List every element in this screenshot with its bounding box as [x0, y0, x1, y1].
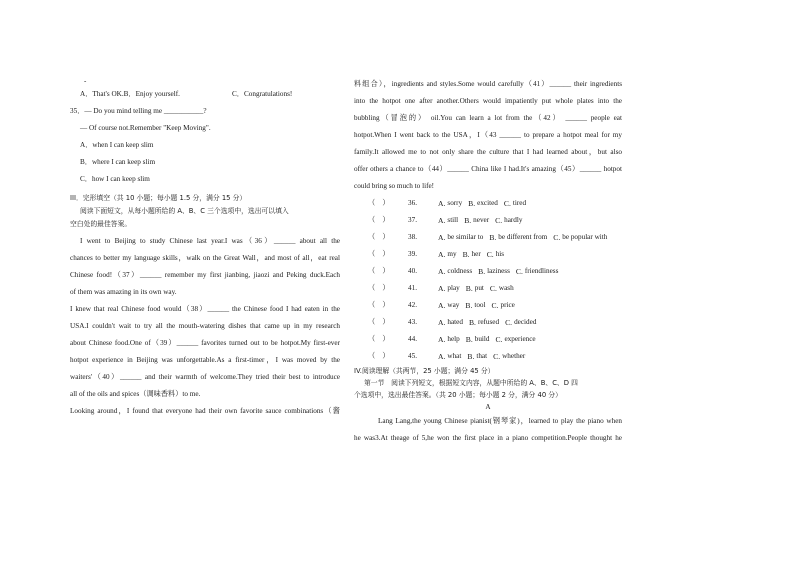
option-letter-a: A. [438, 284, 446, 293]
passage-line: about Chinese food.One of（39）______ favorites turned out to be hotpot.My first-ever [70, 339, 340, 347]
q35-stem: 35．— Do you mind telling me ___________? [70, 107, 207, 115]
option-c: experience [504, 335, 536, 343]
option-a: be similar to [447, 233, 484, 241]
option-a: way [447, 301, 460, 309]
passage-line: into the hotpot one after another.Others would impatiently put whole plates into the [354, 97, 622, 105]
option-c: price [500, 301, 515, 309]
option-letter-b: B. [467, 352, 475, 361]
option-letter-c: C. [495, 216, 503, 225]
option-c: be popular with [562, 233, 608, 241]
passage-line: could bring so much to life! [354, 182, 435, 190]
passage-line: all of the oils and spices（调味香料）to me. [70, 390, 201, 398]
question-row [354, 331, 622, 348]
option-c: friendliness [524, 267, 559, 275]
option-b: be different from [498, 233, 548, 241]
cloze-passage-right [354, 76, 622, 195]
option-letter-a: A. [438, 352, 446, 361]
answer-blank: （ ） [368, 216, 390, 224]
question-number: 45. [408, 352, 417, 360]
option-c: hardly [504, 216, 523, 224]
section3-instruction-1: 阅读下面短文，从每小题所给的 A、B、C 三个选项中，选出可以填入 [80, 207, 289, 215]
section3-instruction-2: 空白处的最佳答案。 [70, 220, 132, 228]
option-letter-b: B. [468, 199, 476, 208]
section4-title: IV.阅读理解（共两节，25 小题；满分 45 分） [354, 367, 495, 375]
option-letter-c: C. [489, 284, 497, 293]
section3-title: III．完形填空（共 10 小题；每小题 1.5 分，满分 15 分） [70, 194, 247, 202]
section4-instruction-2: 个选项中，选出最佳答案。（共 20 小题；每小题 2 分，满分 40 分） [354, 391, 562, 399]
passage-line: USA.I couldn't wait to try all the mouth-watering dishes that came up in my research [70, 322, 340, 330]
option-letter-b: B. [462, 250, 470, 259]
passage-line: offer others a chance to（44）______ China like I had.It's amazing（45）______ hotpot [354, 165, 622, 173]
option-a: still [447, 216, 459, 224]
top-mark: - [84, 77, 87, 85]
answer-blank: （ ） [368, 301, 390, 309]
q34-option-c: C．Congratulations! [232, 90, 293, 98]
option-b: that [476, 352, 488, 360]
passage-line: I went to Beijing to study Chinese last year.I was（36）______ about all the [80, 237, 340, 245]
answer-blank: （ ） [368, 335, 390, 343]
question-row [354, 280, 622, 297]
option-letter-b: B. [464, 216, 472, 225]
q34-options [70, 86, 340, 103]
option-letter-a: A. [438, 216, 446, 225]
answer-blank: （ ） [368, 233, 390, 241]
option-c: his [495, 250, 505, 258]
question-row [354, 314, 622, 331]
option-c: decided [514, 318, 537, 326]
passage-a-label: A [485, 403, 491, 411]
answer-blank: （ ） [368, 199, 390, 207]
section4-instruction-1: 第一节 阅读下列短文，根据短文内容，从题中所给的 A、B、C、D 四 [364, 379, 578, 387]
option-a: what [447, 352, 462, 360]
option-letter-b: B. [468, 318, 476, 327]
q34-options-ab: A．That's OK.B．Enjoy yourself. [80, 90, 180, 98]
option-b: build [474, 335, 490, 343]
question-row [354, 212, 622, 229]
option-letter-a: A. [438, 335, 446, 344]
passage-line: chances to better my language skills，walk on the Great Wall，and most of all，eat real [70, 254, 340, 262]
q35-option-b: B．where I can keep slim [80, 158, 156, 166]
option-b: excited [477, 199, 498, 207]
option-letter-a: A. [438, 267, 446, 276]
passage-line: family.It allowed me to not only share the culture that I had learned about，but also [354, 148, 622, 156]
question-number: 36. [408, 199, 417, 207]
question-number: 38. [408, 233, 417, 241]
option-a: help [447, 335, 460, 343]
question-row [354, 297, 622, 314]
question-number: 37. [408, 216, 417, 224]
option-b: her [471, 250, 481, 258]
passage-a-line: he was3.At theage of 5,he won the first place in a piano competition.People thought he [354, 434, 622, 442]
passage-line: of them was amazing in its own way. [70, 288, 177, 296]
option-b: put [474, 284, 484, 292]
option-a: coldness [447, 267, 473, 275]
q35-option-c: C．how I can keep slim [80, 175, 150, 183]
question-row [354, 348, 622, 365]
option-letter-a: A. [438, 199, 446, 208]
option-a: hated [447, 318, 463, 326]
left-column [70, 76, 340, 420]
option-letter-c: C. [553, 233, 561, 242]
option-letter-a: A. [438, 301, 446, 310]
question-row [354, 229, 622, 246]
option-letter-b: B. [489, 233, 497, 242]
question-number: 43. [408, 318, 417, 326]
question-number: 40. [408, 267, 417, 275]
option-letter-c: C. [493, 352, 501, 361]
option-b: never [473, 216, 490, 224]
right-column [354, 76, 622, 447]
option-c: wash [498, 284, 514, 292]
option-letter-b: B. [465, 335, 473, 344]
answer-blank: （ ） [368, 318, 390, 326]
option-letter-c: C. [486, 250, 494, 259]
option-c: tired [512, 199, 527, 207]
option-b: refused [477, 318, 500, 326]
option-b: laziness [487, 267, 510, 275]
question-number: 39. [408, 250, 417, 258]
passage-line: Looking around，I found that everyone had their own favorite sauce combinations（酱 [70, 407, 340, 415]
passage-a-line: Lang Lang,the young Chinese pianist(钢琴家)，learned to play the piano when [378, 417, 622, 425]
option-letter-a: A. [438, 318, 446, 327]
question-row [354, 246, 622, 263]
answer-blank: （ ） [368, 250, 390, 258]
answer-blank: （ ） [368, 284, 390, 292]
option-letter-c: C. [495, 335, 503, 344]
option-c: whether [502, 352, 526, 360]
cloze-questions [354, 195, 622, 365]
option-letter-a: A. [438, 233, 446, 242]
question-number: 42. [408, 301, 417, 309]
option-letter-b: B. [465, 284, 473, 293]
option-letter-c: C. [515, 267, 523, 276]
passage-line: bubbling（冒泡的） oil.You can learn a lot from the（42） ______ people eat [354, 114, 622, 122]
q35-reply: — Of course not.Remember "Keep Moving". [80, 124, 211, 132]
answer-blank: （ ） [368, 352, 390, 360]
passage-line: Chinese food!（37）______ remember my first jianbing, jiaozi and Peking duck.Each [70, 271, 340, 279]
question-row [354, 263, 622, 280]
option-letter-b: B. [478, 267, 486, 276]
option-letter-c: C. [505, 318, 513, 327]
question-number: 44. [408, 335, 417, 343]
question-row [354, 195, 622, 212]
passage-line: I knew that real Chinese food would（38）______ the Chinese food I had eaten in the [70, 305, 340, 313]
option-a: sorry [447, 199, 463, 207]
option-letter-a: A. [438, 250, 446, 259]
answer-blank: （ ） [368, 267, 390, 275]
passage-line: hotpot.When I went back to the USA，I（43 ______ to prepare a hotpot meal for my [354, 131, 622, 139]
passage-line: hotpot experience in Beijing was unforgettable.As a first-timer，I was moved by the [70, 356, 340, 364]
option-b: tool [474, 301, 486, 309]
option-a: play [447, 284, 460, 292]
option-letter-b: B. [465, 301, 473, 310]
passage-line: 料组合），ingredients and styles.Some would carefully（41）______ their ingredients [354, 80, 622, 88]
option-letter-c: C. [503, 199, 511, 208]
question-number: 41. [408, 284, 417, 292]
option-letter-c: C. [491, 301, 499, 310]
cloze-passage-left [70, 233, 340, 420]
passage-line: waiters'（40）______ and their warmth of welcome.They tried their best to introduce [70, 373, 340, 381]
option-a: my [447, 250, 457, 258]
q35-option-a: A．when I can keep slim [80, 141, 154, 149]
